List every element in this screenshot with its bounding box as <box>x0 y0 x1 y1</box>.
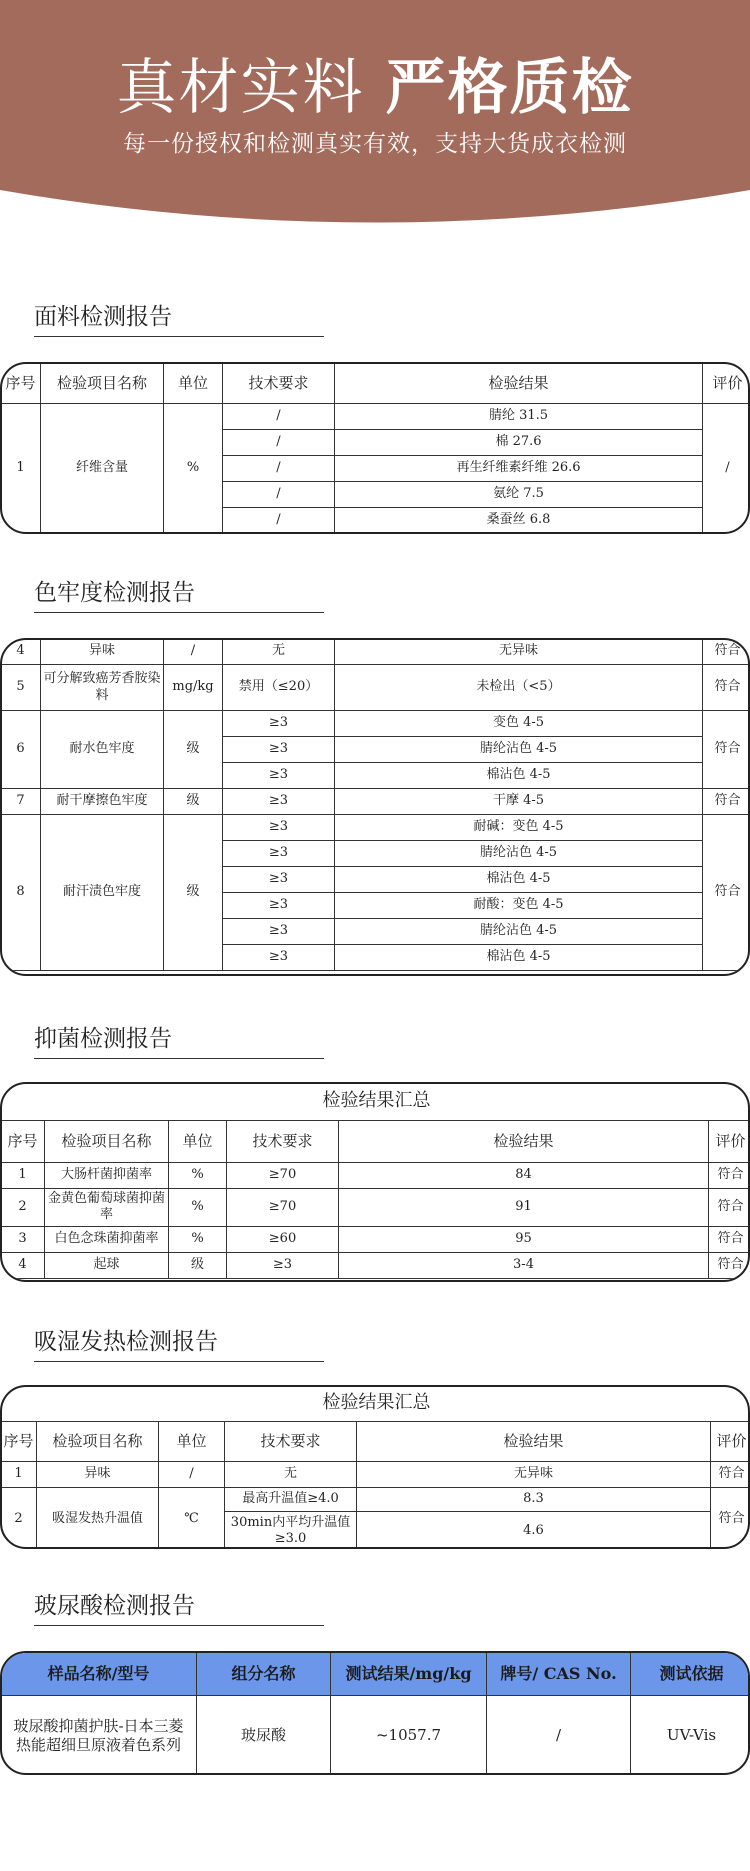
result: 氨纶 7.5 <box>335 482 703 508</box>
requirement: ≥70 <box>227 1162 339 1188</box>
unit: 级 <box>164 789 223 815</box>
col-header: 评价 <box>709 1120 750 1162</box>
unit: / <box>159 1461 225 1487</box>
test-basis: UV-Vis <box>631 1696 750 1776</box>
table-row <box>1 665 750 711</box>
unit: 级 <box>169 1252 227 1278</box>
item-name: 金黄色葡萄球菌抑菌率 <box>45 1188 169 1226</box>
result: 棉沾色 4-5 <box>335 763 703 789</box>
section-underline <box>34 1361 324 1362</box>
table-row <box>1 1252 750 1278</box>
requirement: / <box>223 430 335 456</box>
col-header: 检验项目名称 <box>45 1120 169 1162</box>
requirement: ≥3 <box>223 919 335 945</box>
result: 91 <box>339 1188 709 1226</box>
table-row <box>1 1696 750 1776</box>
result: 再生纤维素纤维 26.6 <box>335 456 703 482</box>
col-header: 样品名称/型号 <box>1 1652 197 1696</box>
unit: ℃ <box>159 1487 225 1549</box>
col-header: 组分名称 <box>197 1652 331 1696</box>
result: 桑蚕丝 6.8 <box>335 508 703 534</box>
result: 棉沾色 4-5 <box>335 945 703 971</box>
col-header: 检验结果 <box>357 1421 711 1461</box>
unit: % <box>169 1188 227 1226</box>
requirement: ≥60 <box>227 1226 339 1252</box>
hyaluronic-report-table <box>0 1651 750 1775</box>
requirement: ≥70 <box>227 1188 339 1226</box>
summary-caption: 检验结果汇总 <box>1 1385 750 1421</box>
evaluation: / <box>703 404 750 534</box>
requirement: 禁用（≤20） <box>223 665 335 711</box>
heat-report-table <box>0 1385 750 1549</box>
result: 8.3 <box>357 1487 711 1511</box>
row-number: 2 <box>1 1487 37 1549</box>
section-underline <box>34 1625 324 1626</box>
row-number: 4 <box>1 1252 45 1278</box>
col-header: 检验项目名称 <box>41 363 164 404</box>
result: 耐酸：变色 4-5 <box>335 893 703 919</box>
evaluation: 符合 <box>709 1188 750 1226</box>
section-underline <box>34 336 324 337</box>
row-number: 6 <box>1 711 41 789</box>
colorfast-report-table <box>0 638 750 976</box>
result: 变色 4-5 <box>335 711 703 737</box>
component-name: 玻尿酸 <box>197 1696 331 1776</box>
evaluation: 符合 <box>711 1461 750 1487</box>
item-name: 大肠杆菌抑菌率 <box>45 1162 169 1188</box>
col-header: 技术要求 <box>225 1421 357 1461</box>
result: 3-4 <box>339 1252 709 1278</box>
result: 干摩 4-5 <box>335 789 703 815</box>
result: 棉 27.6 <box>335 430 703 456</box>
col-header: 单位 <box>164 363 223 404</box>
result: 耐碱：变色 4-5 <box>335 815 703 841</box>
evaluation: 符合 <box>703 665 750 711</box>
item-name: 异味 <box>41 639 164 665</box>
unit: 级 <box>164 815 223 971</box>
row-number: 3 <box>1 1226 45 1252</box>
result: 95 <box>339 1226 709 1252</box>
antibacterial-report-table <box>0 1082 750 1282</box>
hero-title-light: 真材实料 <box>116 53 365 123</box>
hero-subtitle: 每一份授权和检测真实有效，支持大货成衣检测 <box>123 131 627 157</box>
result: 未检出（<5） <box>335 665 703 711</box>
requirement: / <box>223 456 335 482</box>
sample-name: 玻尿酸抑菌护肤-日本三菱热能超细旦原液着色系列 <box>1 1696 197 1776</box>
requirement: / <box>223 404 335 430</box>
cas-number: / <box>487 1696 631 1776</box>
unit: % <box>169 1162 227 1188</box>
evaluation: 符合 <box>709 1162 750 1188</box>
table-row <box>1 1162 750 1188</box>
result: 棉沾色 4-5 <box>335 867 703 893</box>
col-header: 牌号/ CAS No. <box>487 1652 631 1696</box>
section-title-hyaluronic: 玻尿酸检测报告 <box>34 1593 195 1619</box>
table-row <box>1 789 750 815</box>
unit: % <box>164 404 223 534</box>
result: 腈纶沾色 4-5 <box>335 737 703 763</box>
requirement: ≥3 <box>227 1252 339 1278</box>
row-number: 8 <box>1 815 41 971</box>
col-header: 技术要求 <box>227 1120 339 1162</box>
result: 腈纶沾色 4-5 <box>335 841 703 867</box>
result: 腈纶沾色 4-5 <box>335 919 703 945</box>
item-name: 异味 <box>37 1461 159 1487</box>
test-result: ~1057.7 <box>331 1696 487 1776</box>
item-name: 耐水色牢度 <box>41 711 164 789</box>
table-row <box>1 711 750 737</box>
col-header: 序号 <box>1 363 41 404</box>
unit: 级 <box>164 711 223 789</box>
result: 腈纶 31.5 <box>335 404 703 430</box>
requirement: / <box>223 482 335 508</box>
requirement: ≥3 <box>223 763 335 789</box>
requirement: 无 <box>223 639 335 665</box>
row-number: 2 <box>1 1188 45 1226</box>
section-underline <box>34 1058 324 1059</box>
row-number: 1 <box>1 1461 37 1487</box>
summary-caption: 检验结果汇总 <box>1 1082 750 1120</box>
requirement: ≥3 <box>223 867 335 893</box>
item-name: 耐干摩擦色牢度 <box>41 789 164 815</box>
section-underline <box>34 612 324 613</box>
row-number: 5 <box>1 665 41 711</box>
col-header: 检验项目名称 <box>37 1421 159 1461</box>
result: 4.6 <box>357 1511 711 1549</box>
requirement: ≥3 <box>223 789 335 815</box>
requirement: / <box>223 508 335 534</box>
table-row <box>1 1188 750 1226</box>
item-name: 纤维含量 <box>41 404 164 534</box>
section-title-antibacterial: 抑菌检测报告 <box>34 1026 172 1052</box>
row-number: 4 <box>1 639 41 665</box>
col-header: 测试结果/mg/kg <box>331 1652 487 1696</box>
col-header: 检验结果 <box>335 363 703 404</box>
section-title-colorfast: 色牢度检测报告 <box>34 580 195 606</box>
col-header: 评价 <box>711 1421 750 1461</box>
evaluation: 符合 <box>711 1487 750 1549</box>
evaluation: 符合 <box>703 711 750 789</box>
table-row <box>1 404 750 430</box>
requirement: ≥3 <box>223 945 335 971</box>
col-header: 序号 <box>1 1120 45 1162</box>
col-header: 技术要求 <box>223 363 335 404</box>
evaluation: 符合 <box>709 1226 750 1252</box>
col-header: 序号 <box>1 1421 37 1461</box>
item-name: 可分解致癌芳香胺染料 <box>41 665 164 711</box>
unit: mg/kg <box>164 665 223 711</box>
evaluation: 符合 <box>703 639 750 665</box>
unit: % <box>169 1226 227 1252</box>
row-number: 1 <box>1 1162 45 1188</box>
requirement: 30min内平均升温值≥3.0 <box>225 1511 357 1549</box>
table-row <box>1 1487 750 1511</box>
table-row <box>1 1461 750 1487</box>
col-header: 单位 <box>169 1120 227 1162</box>
evaluation: 符合 <box>703 815 750 971</box>
section-title-heat: 吸湿发热检测报告 <box>34 1329 218 1355</box>
col-header: 测试依据 <box>631 1652 750 1696</box>
evaluation: 符合 <box>709 1252 750 1278</box>
requirement: 最高升温值≥4.0 <box>225 1487 357 1511</box>
section-title-fabric: 面料检测报告 <box>34 304 172 330</box>
requirement: ≥3 <box>223 711 335 737</box>
item-name: 吸湿发热升温值 <box>37 1487 159 1549</box>
fabric-report-table <box>0 362 750 534</box>
col-header: 评价 <box>703 363 750 404</box>
table-row <box>1 1226 750 1252</box>
hero-banner <box>0 0 750 240</box>
unit: / <box>164 639 223 665</box>
requirement: ≥3 <box>223 841 335 867</box>
requirement: 无 <box>225 1461 357 1487</box>
col-header: 检验结果 <box>339 1120 709 1162</box>
col-header: 单位 <box>159 1421 225 1461</box>
hero-title <box>0 40 750 126</box>
requirement: ≥3 <box>223 815 335 841</box>
row-number: 7 <box>1 789 41 815</box>
result: 无异味 <box>357 1461 711 1487</box>
result: 无异味 <box>335 639 703 665</box>
item-name: 白色念珠菌抑菌率 <box>45 1226 169 1252</box>
hero-title-bold: 严格质检 <box>385 53 634 123</box>
evaluation: 符合 <box>703 789 750 815</box>
result: 84 <box>339 1162 709 1188</box>
row-number: 1 <box>1 404 41 534</box>
item-name: 起球 <box>45 1252 169 1278</box>
table-row <box>1 639 750 665</box>
item-name: 耐汗渍色牢度 <box>41 815 164 971</box>
table-row <box>1 815 750 841</box>
requirement: ≥3 <box>223 893 335 919</box>
requirement: ≥3 <box>223 737 335 763</box>
